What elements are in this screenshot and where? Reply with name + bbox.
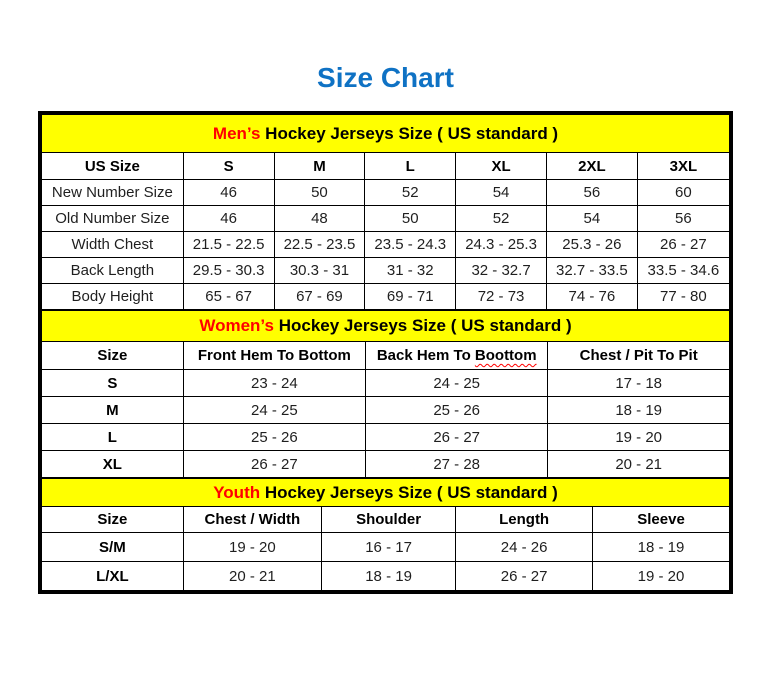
size-cell: 32 - 32.7 xyxy=(456,258,547,284)
table-row xyxy=(42,533,730,562)
size-cell: 24.3 - 25.3 xyxy=(456,232,547,258)
page-title: Size Chart xyxy=(317,62,454,93)
size-cell: 31 - 32 xyxy=(365,258,456,284)
row-label: New Number Size xyxy=(42,180,184,206)
youth-header-row xyxy=(42,507,730,533)
row-label: XL xyxy=(42,451,184,478)
row-label: S/M xyxy=(42,533,184,562)
size-cell: 30.3 - 31 xyxy=(274,258,365,284)
size-cell: 18 - 19 xyxy=(548,397,730,424)
column-header: Size xyxy=(42,507,184,533)
size-cell: 77 - 80 xyxy=(637,284,729,310)
size-cell: 21.5 - 22.5 xyxy=(183,232,274,258)
table-row xyxy=(42,451,730,478)
size-cell: 48 xyxy=(274,206,365,232)
size-cell: 46 xyxy=(183,206,274,232)
size-cell: 23.5 - 24.3 xyxy=(365,232,456,258)
size-cell: 65 - 67 xyxy=(183,284,274,310)
size-cell: 29.5 - 30.3 xyxy=(183,258,274,284)
table-row xyxy=(42,180,730,206)
size-cell: 69 - 71 xyxy=(365,284,456,310)
column-header: Chest / Pit To Pit xyxy=(548,342,730,370)
size-cell: 67 - 69 xyxy=(274,284,365,310)
youth-section-title: Youth Hockey Jerseys Size ( US standard ) xyxy=(42,479,730,507)
column-header: Sleeve xyxy=(593,507,730,533)
womens-section-band xyxy=(42,311,730,342)
row-label: Old Number Size xyxy=(42,206,184,232)
table-row xyxy=(42,284,730,310)
size-cell: 32.7 - 33.5 xyxy=(546,258,637,284)
table-row xyxy=(42,232,730,258)
size-cell: 19 - 20 xyxy=(548,424,730,451)
table-row xyxy=(42,424,730,451)
table-row xyxy=(42,562,730,591)
table-row xyxy=(42,397,730,424)
size-cell: 72 - 73 xyxy=(456,284,547,310)
column-header: Size xyxy=(42,342,184,370)
column-header: Front Hem To Bottom xyxy=(183,342,365,370)
size-cell: 18 - 19 xyxy=(322,562,456,591)
section-title-highlight: Youth xyxy=(213,482,261,502)
size-cell: 60 xyxy=(637,180,729,206)
table-row xyxy=(42,370,730,397)
size-cell: 20 - 21 xyxy=(183,562,321,591)
size-cell: 19 - 20 xyxy=(593,562,730,591)
mens-header-row xyxy=(42,153,730,180)
column-header: 3XL xyxy=(637,153,729,180)
size-cell: 56 xyxy=(637,206,729,232)
column-header: L xyxy=(365,153,456,180)
mens-section-title: Men’s Hockey Jerseys Size ( US standard ) xyxy=(42,115,730,153)
row-label: M xyxy=(42,397,184,424)
size-cell: 24 - 25 xyxy=(183,397,365,424)
size-cell: 33.5 - 34.6 xyxy=(637,258,729,284)
column-header: 2XL xyxy=(546,153,637,180)
womens-section-title: Women’s Hockey Jerseys Size ( US standard ) xyxy=(42,311,730,342)
mens-size-table xyxy=(41,114,730,310)
section-title-highlight: Women’s xyxy=(199,316,274,335)
row-label: L xyxy=(42,424,184,451)
youth-size-table xyxy=(41,478,730,591)
size-cell: 52 xyxy=(365,180,456,206)
size-cell: 16 - 17 xyxy=(322,533,456,562)
womens-header-row xyxy=(42,342,730,370)
size-cell: 52 xyxy=(456,206,547,232)
column-header: M xyxy=(274,153,365,180)
size-cell: 26 - 27 xyxy=(456,562,593,591)
misspelled-word: Boottom xyxy=(474,347,537,364)
row-label: S xyxy=(42,370,184,397)
row-label: L/XL xyxy=(42,562,184,591)
size-cell: 46 xyxy=(183,180,274,206)
size-chart-tables xyxy=(38,111,733,594)
size-cell: 24 - 25 xyxy=(366,370,548,397)
size-cell: 25.3 - 26 xyxy=(546,232,637,258)
row-label: Body Height xyxy=(42,284,184,310)
column-header: XL xyxy=(456,153,547,180)
size-cell: 50 xyxy=(365,206,456,232)
size-cell: 26 - 27 xyxy=(637,232,729,258)
size-cell: 56 xyxy=(546,180,637,206)
section-title-highlight: Men’s xyxy=(212,123,261,143)
size-cell: 22.5 - 23.5 xyxy=(274,232,365,258)
size-cell: 19 - 20 xyxy=(183,533,321,562)
size-cell: 54 xyxy=(546,206,637,232)
size-cell: 54 xyxy=(456,180,547,206)
column-header: US Size xyxy=(42,153,184,180)
column-header: Chest / Width xyxy=(183,507,321,533)
size-cell: 25 - 26 xyxy=(366,397,548,424)
youth-section-band xyxy=(42,479,730,507)
column-header: Length xyxy=(456,507,593,533)
size-cell: 27 - 28 xyxy=(366,451,548,478)
row-label: Back Length xyxy=(42,258,184,284)
size-cell: 25 - 26 xyxy=(183,424,365,451)
table-row xyxy=(42,258,730,284)
size-cell: 18 - 19 xyxy=(593,533,730,562)
womens-size-table xyxy=(41,310,730,478)
size-cell: 17 - 18 xyxy=(548,370,730,397)
size-cell: 20 - 21 xyxy=(548,451,730,478)
size-cell: 26 - 27 xyxy=(366,424,548,451)
mens-section-band xyxy=(42,115,730,153)
size-cell: 26 - 27 xyxy=(183,451,365,478)
column-header: S xyxy=(183,153,274,180)
size-cell: 24 - 26 xyxy=(456,533,593,562)
column-header: Back Hem To Boottom xyxy=(366,342,548,370)
size-cell: 50 xyxy=(274,180,365,206)
column-header: Shoulder xyxy=(322,507,456,533)
size-cell: 23 - 24 xyxy=(183,370,365,397)
table-row xyxy=(42,206,730,232)
size-cell: 74 - 76 xyxy=(546,284,637,310)
row-label: Width Chest xyxy=(42,232,184,258)
